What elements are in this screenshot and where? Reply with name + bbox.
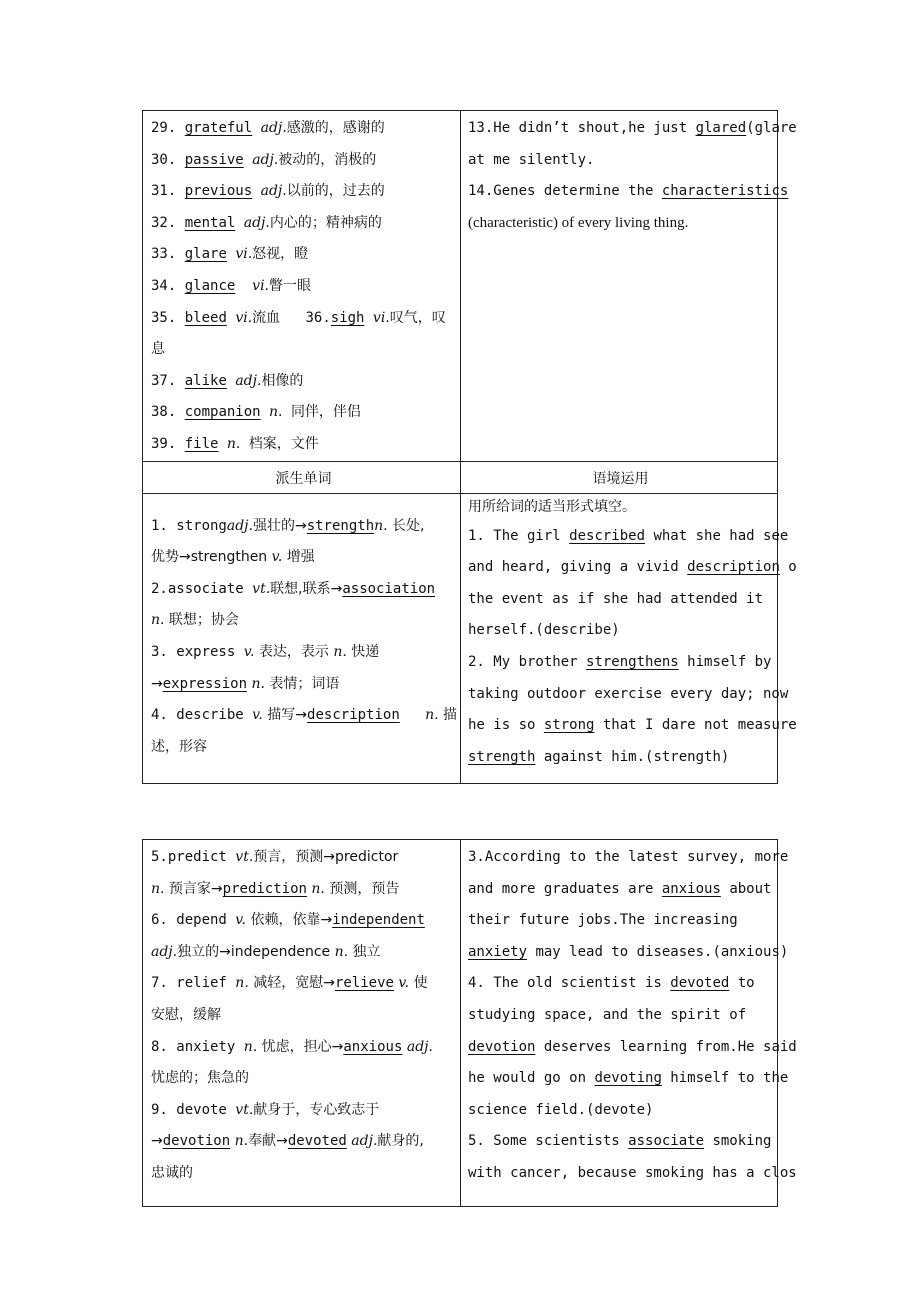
usage-sentence-cont: their future jobs.The increasing (468, 912, 738, 929)
derived-item-cont: →expression n. 表情；词语 (151, 675, 340, 692)
usage-sentence-cont: devotion deserves learning from.He said (468, 1038, 797, 1055)
usage-sentence-cont: and heard, giving a vivid description o (468, 559, 797, 576)
usage-sentence-cont: anxiety may lead to diseases.(anxious) (468, 943, 789, 960)
vocab-item: 37. alike adj.相像的 (151, 372, 304, 389)
usage-sentence: 1. The girl described what she had see (468, 527, 789, 544)
usage-sentence: 3.According to the latest survey, more (468, 849, 789, 865)
derived-item: 4. describe v. 描写→description n. 描 (151, 707, 457, 724)
usage-sentence-cont: he would go on devoting himself to the (468, 1070, 789, 1087)
usage-sentence-cont: herself.(describe) (468, 622, 620, 639)
derived-item-cont: n. 联想；协会 (151, 612, 239, 629)
usage-sentence: 5. Some scientists associate smoking (468, 1133, 772, 1150)
derived-item: 6. depend v. 依赖，依靠→independent (151, 912, 425, 929)
vocab-table-1 (142, 110, 797, 784)
vocab-item: 32. mental adj.内心的；精神病的 (151, 214, 382, 231)
vocab-item: 39. file n. 档案，文件 (151, 435, 319, 452)
derived-item-cont: 安慰，缓解 (151, 1006, 221, 1023)
usage-sentence-cont: strength against him.(strength) (468, 748, 730, 765)
usage-sentence-cont: he is so strong that I dare not measure (468, 717, 797, 734)
usage-sentence-cont: science field.(devote) (468, 1101, 654, 1118)
example-sentence-cont: (characteristic) of every living thing. (468, 214, 689, 231)
usage-sentence-cont: with cancer, because smoking has a clos (468, 1164, 797, 1181)
derived-item: 1. strongadj.强壮的→strengthn. 长处, (151, 517, 425, 534)
usage-sentence-cont: the event as if she had attended it (468, 590, 764, 607)
context-usage-cell (461, 494, 797, 784)
vocab-item: 31. previous adj.以前的，过去的 (151, 183, 385, 200)
context-usage-cell (461, 840, 797, 1206)
derived-words-cell (143, 494, 461, 784)
derived-item-cont: 忧虑的；焦急的 (151, 1070, 249, 1087)
derived-item: 5.predict vt.预言，预测→predictor (151, 849, 399, 865)
usage-sentence-cont: studying space, and the spirit of (468, 1006, 747, 1023)
derived-item: 8. anxiety n. 忧虑，担心→anxious adj. (151, 1038, 433, 1055)
vocab-item: 38. companion n. 同伴，伴侣 (151, 404, 361, 421)
vocab-item: 33. glare vi.怒视，瞪 (151, 246, 309, 263)
derived-item-cont: n. 预言家→prediction n. 预测，预告 (151, 880, 400, 897)
example-sentence-cont: at me silently. (468, 151, 595, 168)
usage-sentence-cont: and more graduates are anxious about (468, 880, 772, 897)
derived-words-cell (143, 840, 461, 1206)
vocab-item: 29. grateful adj.感激的，感谢的 (151, 120, 385, 136)
header-context-usage: 语境运用 (592, 471, 649, 487)
derived-item-cont: adj.独立的→independence n. 独立 (151, 943, 381, 960)
vocab-table-2 (142, 839, 797, 1207)
vocab-item: 35. bleed vi.流血 36.sigh vi.叹气，叹 (151, 309, 446, 326)
derived-item-cont: 述，形容 (151, 738, 207, 755)
header-derived-words: 派生单词 (143, 462, 461, 493)
derived-item-cont: →devotion n.奉献→devoted adj.献身的, (151, 1133, 424, 1150)
derived-item-cont: 忠诚的 (151, 1164, 193, 1181)
derived-row (143, 840, 797, 1206)
vocab-example-cell (461, 111, 797, 461)
example-sentence: 13.He didn’t shout,he just glared(glare (468, 120, 797, 136)
derived-item: 7. relief n. 减轻，宽慰→relieve v. 使 (151, 975, 428, 992)
usage-sentence: 2. My brother strengthens himself by (468, 653, 772, 670)
derived-item: 2.associate vt.联想,联系→association (151, 580, 436, 597)
example-sentence: 14.Genes determine the characteristics (468, 183, 789, 200)
usage-sentence-cont: taking outdoor exercise every day; now (468, 685, 789, 702)
derived-row (143, 494, 797, 784)
vocab-item: 30. passive adj.被动的，消极的 (151, 151, 377, 168)
vocab-item: 34. glance vi.瞥一眼 (151, 277, 312, 294)
derived-item-cont: 优势→strengthen v. 增强 (151, 549, 315, 566)
derived-item: 3. express v. 表达，表示 n. 快递 (151, 643, 380, 660)
usage-sentence: 4. The old scientist is devoted to (468, 975, 755, 992)
vocab-row (143, 111, 797, 462)
vocab-list-cell (143, 111, 461, 461)
instruction-text: 用所给词的适当形式填空。 (468, 498, 636, 515)
derived-item: 9. devote vt.献身于，专心致志于 (151, 1101, 380, 1118)
section-header-row (143, 462, 777, 494)
vocab-item-continued: 息 (151, 341, 165, 358)
